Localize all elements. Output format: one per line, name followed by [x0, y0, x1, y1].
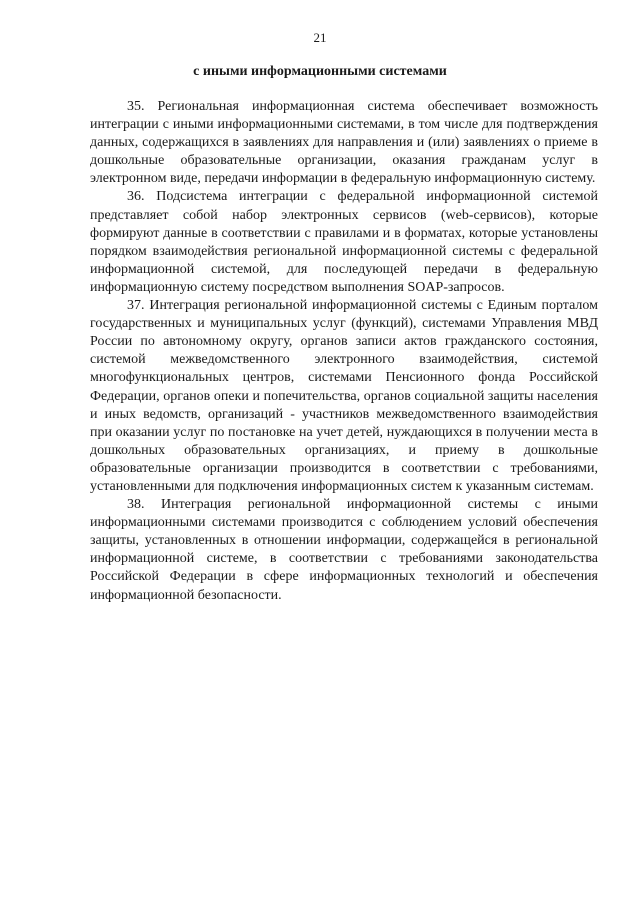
page-number: 21 — [313, 30, 327, 45]
paragraph-38: 38. Интеграция региональной информационной системы с иными информационными системами производится с соблюдением условий обеспечения защиты, установленных в отношении информации, содержащейся в региональной информационной системе, в соответствии с требованиями законодательства Российской Федерации в сфере информационных технологий и обеспечения информационной безопасности. — [90, 497, 598, 603]
paragraph-35: 35. Региональная информационная система обеспечивает возможность интеграции с иными информационными системами, в том числе для подтверждения данных, содержащихся в заявлениях для направления и (или) заявлениях о приеме в дошкольные образовательные организации, оказания гражданам услуг в электронном виде, передачи информации в федеральную информационную систему. — [90, 99, 598, 187]
section-heading: с иными информационными системами — [193, 64, 447, 79]
paragraph-36: 36. Подсистема интеграции с федеральной информационной системой представляет собой набор электронных сервисов (web-сервисов), которые формируют данные в соответствии с правилами и в форматах, которые установлены порядком взаимодействия региональной информационной системы с федеральной информационной системой, для последующей передачи в федеральную информационную систему посредством выполнения SOAP-запросов. — [90, 189, 598, 295]
document-body — [90, 98, 598, 605]
paragraph-37: 37. Интеграция региональной информационной системы с Единым порталом государственных и муниципальных услуг (функций), системами Управления МВД России по автономному округу, органов записи актов гражданского состояния, системой межведомственного электронного взаимодействия, системой многофункциональных центров, системами Пенсионного фонда Российской Федерации, органов опеки и попечительства, органов социальной защиты населения и иных ведомств, организаций - участников межведомственного взаимодействия при оказании услуг по постановке на учет детей, нуждающихся в получении места в дошкольных образовательных организациях, и приему в дошкольные образовательные организации производится в соответствии с требованиями, установленными для подключения информационных систем к указанным системам. — [90, 298, 598, 494]
